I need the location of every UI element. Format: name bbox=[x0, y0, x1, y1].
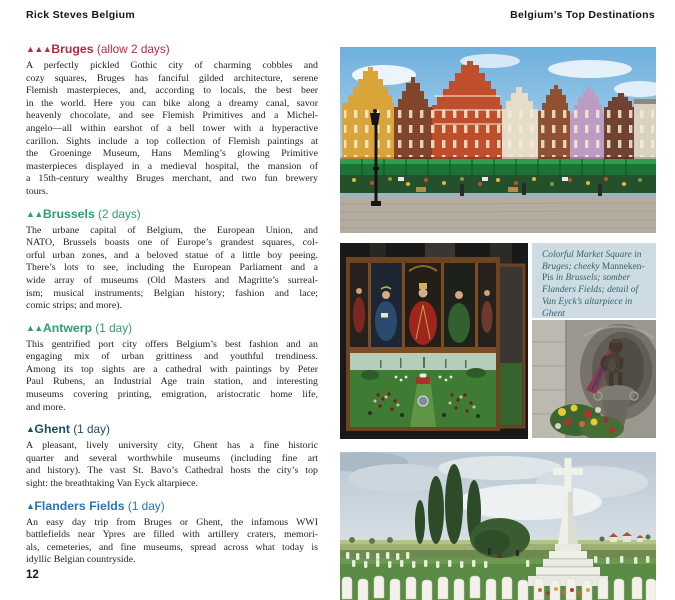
body-text-line: NATO, Brussels boasts one of Europe’s grandest squares, col- bbox=[26, 237, 318, 249]
destination-description bbox=[26, 440, 318, 490]
body-text-line: and history). The vast St. Bavo’s Cathedral hosts the city’s top bbox=[26, 465, 318, 477]
page-number: 12 bbox=[26, 569, 39, 581]
rating-triangles-icon: ▲▲ bbox=[26, 322, 43, 333]
flanders-fields-illustration bbox=[340, 452, 656, 600]
body-text-line: masterpieces displayed in a medieval hospital, the mansion of bbox=[26, 160, 318, 172]
destination-entry bbox=[26, 207, 318, 313]
book-title: Rick Steves Belgium bbox=[26, 9, 135, 21]
body-text-line: Flemish masterpieces, and, according to locals, the best beer bbox=[26, 85, 318, 97]
destination-duration: (1 day) bbox=[92, 320, 133, 335]
body-text-line: idyllic Belgian countryside. bbox=[26, 554, 136, 566]
bruges-market-square-photo bbox=[340, 47, 656, 233]
body-text-line: wide array of museums (Old Masters and Magritte’s surreal- bbox=[26, 274, 318, 286]
destination-description bbox=[26, 517, 318, 567]
caption-segment: Colorful Market Square in Bruges; cheeky bbox=[542, 250, 642, 272]
rating-triangles-icon: ▲▲▲ bbox=[26, 44, 52, 54]
body-text-line: als, cemeteries, and fine museums, spread across what today is bbox=[26, 541, 318, 553]
destination-description bbox=[26, 225, 318, 313]
destination-heading bbox=[26, 42, 318, 58]
manneken-pis-photo bbox=[532, 320, 656, 438]
body-text-line: angelo—all within earshot of a bell tower with a hyperactive bbox=[26, 122, 318, 134]
body-text-line: engaging mix of urban grittiness and youthful trendiness. bbox=[26, 351, 318, 363]
destination-name: Ghent bbox=[34, 422, 70, 437]
body-text-line: A perfectly pickled Gothic city of charming cobbles and bbox=[26, 60, 318, 71]
body-text-line: carillon. Sights include a top collection of Flemish paintings at bbox=[26, 135, 318, 147]
rating-triangles-icon: ▲ bbox=[26, 424, 35, 435]
destination-name: Bruges bbox=[51, 42, 94, 56]
destination-description bbox=[26, 60, 318, 199]
destination-description bbox=[26, 339, 318, 415]
body-text-line: cozy squares, Bruges has fanciful gilded architecture, serene bbox=[26, 72, 318, 84]
destination-heading bbox=[26, 499, 318, 515]
body-text-line: ism; musical instruments; Belgian history; fashion and lace; bbox=[26, 287, 318, 299]
rating-triangles-icon: ▲▲ bbox=[26, 208, 43, 219]
photo-caption-box bbox=[532, 243, 656, 318]
body-text-line: a 15th-century wealthy Bruges merchant, and two fun brewery bbox=[26, 173, 318, 185]
body-text-line: museums covering printing, emigration, aristocratic home life, bbox=[26, 389, 318, 401]
van-eyck-altarpiece-illustration bbox=[340, 243, 528, 439]
flanders-fields-cemetery-photo bbox=[340, 452, 656, 600]
body-text-line: the Groeninge Museum, Hans Memling’s glowing Primitive bbox=[26, 148, 318, 160]
body-text-line: comic strips; and more). bbox=[26, 300, 122, 312]
body-text-line: Among its top sights are a cathedral with paintings by Peter bbox=[26, 363, 318, 375]
van-eyck-altarpiece-photo bbox=[340, 243, 528, 439]
body-text-line: This gentrified port city offers Belgium’s best fashion and an bbox=[26, 338, 318, 350]
body-text-line: There’s lots to see, including the European Parliament and a bbox=[26, 262, 318, 274]
body-text-line: A pleasant, lively university city, Ghent has a fine historic bbox=[26, 440, 318, 452]
destination-name: Brussels bbox=[42, 206, 95, 221]
destination-duration: (allow 2 days) bbox=[93, 42, 170, 56]
caption-segment: Manneken-Pis bbox=[542, 261, 645, 284]
destination-heading bbox=[26, 207, 318, 223]
manneken-pis-illustration bbox=[532, 320, 656, 438]
destination-entry bbox=[26, 321, 318, 415]
destination-entry bbox=[26, 422, 318, 490]
destination-entry bbox=[26, 499, 318, 567]
destination-duration: (1 day) bbox=[69, 422, 110, 437]
body-text-line: Paul Rubens, an Industrial Age train station, and interesting bbox=[26, 376, 318, 388]
caption-segment: in Brussels; somber Flanders Fields; detail of Van Eyck’s altarpiece in Ghent bbox=[542, 273, 639, 319]
body-text-line: The urbane capital of Belgium, the European Union, and bbox=[26, 224, 318, 236]
body-text-line: battlefields near Ypres are filled with artillery craters, memori- bbox=[26, 529, 318, 541]
body-text-line: An easy day trip from Bruges or Ghent, the infamous WWI bbox=[26, 516, 318, 528]
destination-name: Antwerp bbox=[42, 320, 93, 335]
body-text-line: tours. bbox=[26, 185, 49, 197]
body-text-line: sight: the breathtaking Van Eyck altarpiece. bbox=[26, 478, 199, 490]
destination-name: Flanders Fields bbox=[34, 498, 125, 513]
section-title: Belgium’s Top Destinations bbox=[510, 9, 655, 21]
body-text-line: quarter and several worthwhile museums (including fine art bbox=[26, 452, 318, 464]
destination-heading bbox=[26, 321, 318, 337]
bruges-market-square-illustration bbox=[340, 47, 656, 233]
body-text-line: orful urban zones, and a beloved statue of a little boy peeing. bbox=[26, 249, 318, 261]
rating-triangles-icon: ▲ bbox=[26, 500, 35, 511]
body-text-line: in the world. Here you can bike along a dreamy canal, savor bbox=[26, 97, 318, 109]
destination-duration: (1 day) bbox=[124, 498, 165, 513]
photo-caption bbox=[542, 250, 647, 320]
destination-duration: (2 days) bbox=[94, 206, 141, 221]
destinations-column bbox=[26, 42, 318, 567]
destination-entry bbox=[26, 42, 318, 199]
destination-heading bbox=[26, 422, 318, 438]
body-text-line: heavenly chocolate, and see Flemish Primitives and a Michel- bbox=[26, 110, 318, 122]
body-text-line: and more. bbox=[26, 401, 66, 413]
